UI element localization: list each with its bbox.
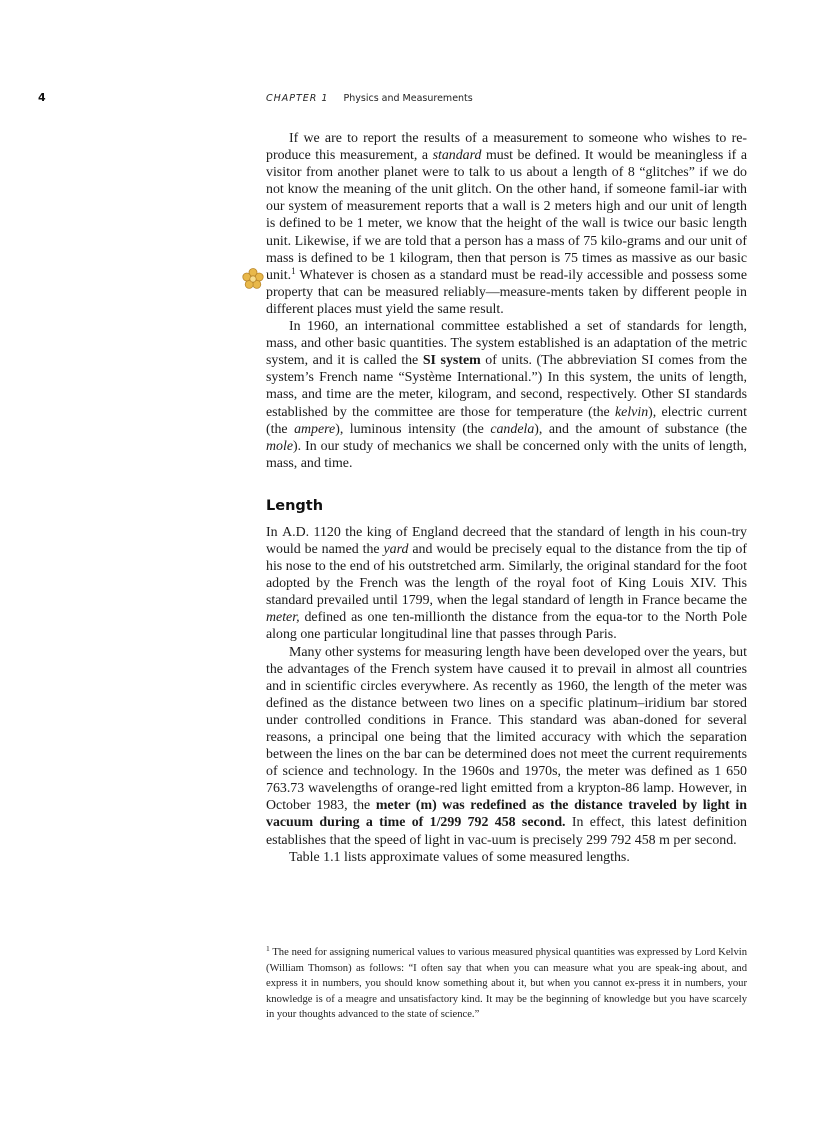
footnote-reference[interactable]: 1: [291, 265, 296, 276]
body-text: [266, 130, 747, 866]
paragraph-standard: If we are to report the results of a measurement to someone who wishes to re-produce this measurement, a standard must be defined. It would be meaningless if a visitor from another planet were to talk to us about a length of 8 “glitches” if we do not know the meaning of the unit glitch. On the other hand, if someone famil-iar with our system of measurement reports that a wall is 2 meters high and our unit of length is defined to be 1 meter, we know that the height of the wall is twice our basic length unit. Likewise, if we are told that a person has a mass of 75 kilo-grams and our unit of mass is defined to be 1 kilogram, then that person is 75 times as massive as our basic unit.$^1$ Whatever is chosen as a standard must be read-ily accessible and possess some property that can be measured reliably—measure-ments taken by different people in different places must yield the same result.: [266, 131, 747, 317]
chapter-title: Physics and Measurements: [343, 93, 473, 104]
term-mole: mole: [266, 438, 294, 454]
term-candela: candela: [490, 421, 535, 437]
term-si-system: SI system: [422, 353, 481, 369]
term-standard: standard: [432, 148, 482, 164]
section-heading-length: Length: [266, 497, 324, 514]
term-yard: yard: [383, 541, 409, 557]
running-head: [266, 93, 473, 104]
meter-definition-emphasis: meter (m) was redefined as the distance traveled by light in vacuum during a time of 1/299 792 458 second.: [266, 798, 748, 831]
footnote-text: The need for assigning numerical values to various measured physical quantities was expressed by Lord Kelvin (William Thomson) as follows: “I often say that when you can measure what you are speak-ing about, and express it in numbers, you should know something about it, but when you cannot ex-press it in numbers, your knowledge is of a meagre and unsatisfactory kind. It may be the beginning of knowledge but you have scarcely in your thoughts advanced to the state of science.”: [266, 947, 747, 1020]
paragraph-length-history: In A.D. 1120 the king of England decreed that the standard of length in his coun-try would be named the yard and would be precisely equal to the distance from the tip of his nose to the end of his outstretched arm. Similarly, the original standard for the foot adopted by the French was the length of the royal foot of King Louis XIV. This standard prevailed until 1799, when the legal standard of length in France became the meter, defined as one ten-millionth the distance from the equa-tor to the North Pole along one particular longitudinal line that passes through Paris.: [266, 524, 748, 643]
term-kelvin: kelvin: [614, 404, 649, 420]
term-ad: A.D.: [282, 524, 310, 540]
flower-marker-icon: [241, 267, 265, 291]
footnote-marker: 1: [266, 944, 270, 953]
page-number: 4: [38, 91, 46, 104]
paragraph-si-system: In 1960, an international committee established a set of standards for length, mass, and other basic quantities. The system established is an adaptation of the metric system, and it is called the SI system of units. (The abbreviation SI comes from the system’s French name “Système International.”) In this system, the units of length, mass, and time are the meter, kilogram, and second, respectively. Other SI standards established by the committee are those for temperature (the kelvin), electric current (the ampere), luminous intensity (the candela), and the amount of substance (the mole). In our study of mechanics we shall be concerned only with the units of length, mass, and time.: [266, 319, 748, 471]
chapter-label: CHAPTER 1: [266, 93, 329, 104]
term-meter: meter,: [266, 610, 300, 626]
footnote: [266, 945, 747, 1023]
term-ampere: ampere: [294, 421, 336, 437]
paragraph-meter-definition: Many other systems for measuring length have been developed over the years, but the advantages of the French system have caused it to prevail in almost all countries and in scientific circles everywhere. As recently as 1960, the length of the meter was defined as the distance between two lines on a specific platinum–iridium bar stored under controlled conditions in France. This standard was aban-doned for several reasons, a principal one being that the limited accuracy with which the separation between the lines on the bar can be determined does not meet the current requirements of science and technology. In the 1960s and 1970s, the meter was defined as 1 650 763.73 wavelengths of orange-red light emitted from a krypton-86 lamp. However, in October 1983, the meter (m) was redefined as the distance traveled by light in vacuum during a time of 1/299 792 458 second. In effect, this latest definition establishes that the speed of light in vac-uum is precisely 299 792 458 m per second.: [266, 644, 748, 848]
paragraph-table-reference: Table 1.1 lists approximate values of some measured lengths.: [289, 849, 630, 865]
